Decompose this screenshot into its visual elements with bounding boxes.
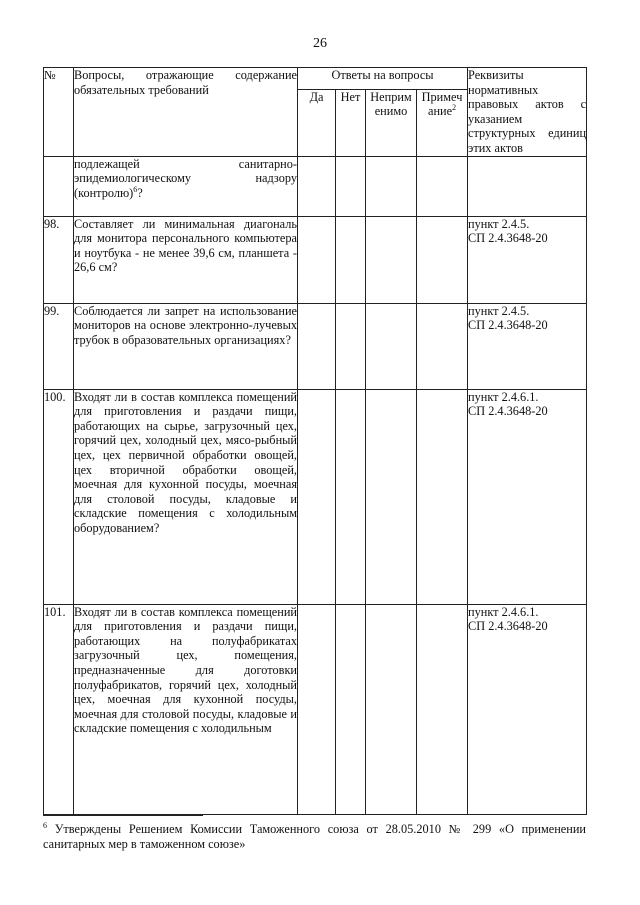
row-ref xyxy=(468,604,587,814)
footnote-ref: 6 xyxy=(133,184,138,194)
note-line-1: Примеч xyxy=(421,89,463,104)
answer-note[interactable] xyxy=(417,389,468,604)
answer-no[interactable] xyxy=(336,156,366,216)
answer-no[interactable] xyxy=(336,604,366,814)
header-yes: Да xyxy=(298,89,336,156)
answer-no[interactable] xyxy=(336,389,366,604)
answer-note[interactable] xyxy=(417,604,468,814)
answer-note[interactable] xyxy=(417,303,468,389)
footnote-mark: 6 xyxy=(43,820,47,830)
header-not-applicable xyxy=(366,89,417,156)
answer-no[interactable] xyxy=(336,216,366,303)
header-questions: Вопросы, отражающие содержание обязательных требований xyxy=(74,68,298,157)
note-line-2: ание xyxy=(427,104,453,119)
answer-yes[interactable] xyxy=(298,604,336,814)
ref-doc: СП 2.4.3648-20 xyxy=(468,318,548,333)
row-question: Составляет ли минимальная диагональ для монитора персонального компьютера и ноутбука - не менее 39,6 см, планшета - 26,6 см? xyxy=(74,216,298,303)
question-end: ? xyxy=(137,185,143,200)
question-text: подлежащей санитарно-эпидемиологическому надзору (контролю) xyxy=(74,156,297,200)
answer-na[interactable] xyxy=(366,303,417,389)
ref-doc: СП 2.4.3648-20 xyxy=(468,619,548,634)
page-number: 26 xyxy=(313,36,327,51)
header-row-1 xyxy=(44,68,587,90)
header-no: Нет xyxy=(336,89,366,156)
checklist-table xyxy=(43,67,587,815)
row-ref xyxy=(468,303,587,389)
ref-doc: СП 2.4.3648-20 xyxy=(468,404,548,419)
header-num: № xyxy=(44,68,74,157)
answer-yes[interactable] xyxy=(298,303,336,389)
ref-item: пункт 2.4.5. xyxy=(468,216,530,231)
row-num: 100. xyxy=(44,389,74,604)
header-requisites: Реквизиты нормативных правовых актов с указанием структурных единиц этих актов xyxy=(468,68,587,155)
table-row xyxy=(44,303,587,389)
footnote-text: Утверждены Решением Комиссии Таможенного союза от 28.05.2010 № 299 «О применении санитарных мер в таможенном союзе» xyxy=(43,822,586,851)
row-question: Входят ли в состав комплекса помещений для приготовления и раздачи пищи, работающих на полуфабрикатах загрузочный цех, помещения, предназначенные для доготовки полуфабрикатов, горячий цех, холодный цех, моечная для кухонной посуды, моечная для столовой посуды, кладовые и складские помещения с холодильным xyxy=(74,604,298,814)
row-question: Соблюдается ли запрет на использование мониторов на основе электронно-лучевых трубок в образовательных организациях? xyxy=(74,303,298,389)
answer-yes[interactable] xyxy=(298,216,336,303)
answer-na[interactable] xyxy=(366,216,417,303)
answer-note[interactable] xyxy=(417,216,468,303)
row-ref xyxy=(468,156,587,216)
answer-na[interactable] xyxy=(366,604,417,814)
row-num: 101. xyxy=(44,604,74,814)
note-sup: 2 xyxy=(452,103,457,113)
table-row xyxy=(44,389,587,604)
ref-item: пункт 2.4.5. xyxy=(468,303,530,318)
row-num: 98. xyxy=(44,216,74,303)
footnote-divider xyxy=(43,815,203,816)
na-line-1: Неприм xyxy=(370,89,412,104)
answer-na[interactable] xyxy=(366,389,417,604)
answer-yes[interactable] xyxy=(298,156,336,216)
answer-na[interactable] xyxy=(366,156,417,216)
answer-no[interactable] xyxy=(336,303,366,389)
table-row xyxy=(44,604,587,814)
ref-doc: СП 2.4.3648-20 xyxy=(468,231,548,246)
table-row xyxy=(44,156,587,216)
header-answers: Ответы на вопросы xyxy=(298,68,468,90)
row-ref xyxy=(468,389,587,604)
na-line-2: енимо xyxy=(374,104,408,119)
row-ref xyxy=(468,216,587,303)
answer-note[interactable] xyxy=(417,156,468,216)
ref-item: пункт 2.4.6.1. xyxy=(468,389,539,404)
header-note xyxy=(417,89,468,156)
table-row xyxy=(44,216,587,303)
row-num xyxy=(44,156,74,216)
answer-yes[interactable] xyxy=(298,389,336,604)
row-question xyxy=(74,156,298,216)
row-question: Входят ли в состав комплекса помещений для приготовления и раздачи пищи, работающих на сырье, загрузочный цех, горячий цех, холодный цех, мясо-рыбный цех, цех первичной обработки овощей, цех вторичной обработки овощей, моечная для кухонной посуды, моечная для столовой посуды, кладовые и складские помещения с холодильным оборудованием? xyxy=(74,389,298,604)
row-num: 99. xyxy=(44,303,74,389)
ref-item: пункт 2.4.6.1. xyxy=(468,604,539,619)
footnote xyxy=(43,822,586,852)
